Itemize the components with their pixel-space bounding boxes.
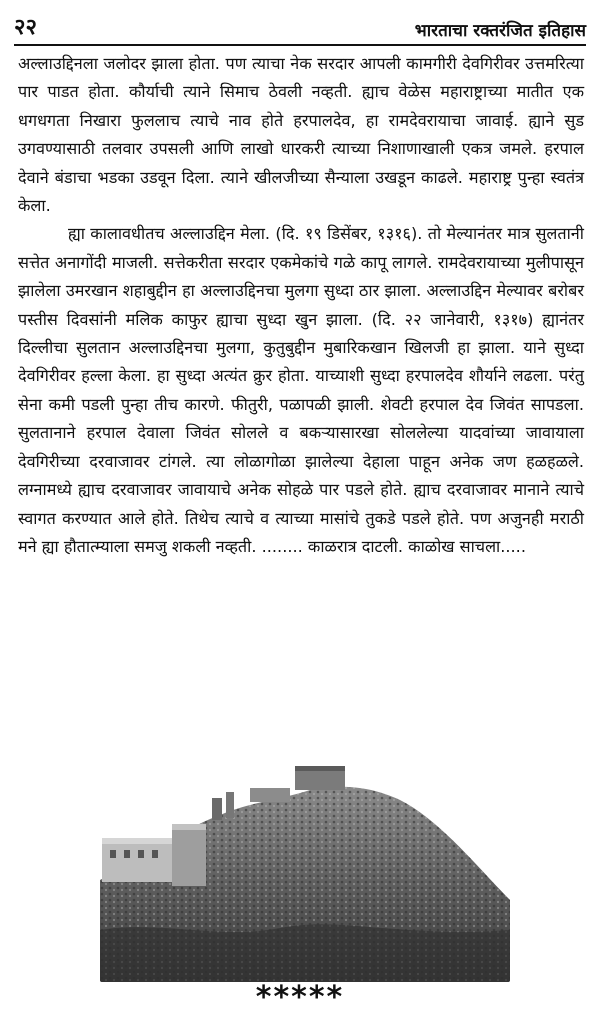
running-title: भारताचा रक्तरंजित इतिहास [414, 21, 586, 41]
paragraph-1: अल्लाउद्दिनला जलोदर झाला होता. पण त्याचा नेक सरदार आपली कामगीरी देवगिरीवर उत्तमरित्या पार पाडत होता. कौर्याची त्याने सिमाच ठेवली नव्हती. ह्याच वेळेस महाराष्ट्राच्या मातीत एक धगधगता निखारा फुललाच त्याचे नाव होते हरपालदेव, हा रामदेवरायाचा जावाई. ह्याने सुड उगवण्यासाठी तलवार उपसली आणि लाखो धारकरी त्याच्या निशाणाखाली एकत्र जमले. हरपाल देवाने बंडाचा भडका उडवून दिला. त्याने खीलजीच्या सैन्याला उखडून काढले. महाराष्ट्र पुन्हा स्वतंत्र केला. [18, 54, 584, 216]
fort-photograph [100, 760, 510, 982]
paragraph-2: ह्या कालावधीतच अल्लाउद्दिन मेला. (दि. १९ डिसेंबर, १३१६). तो मेल्यानंतर मात्र सुलतानी सत्तेत अनागोंदी माजली. सत्तेकरीता सरदार एकमेकांचे गळे कापू लागले. रामदेवरायाच्या मुलीपासून झालेला उमरखान शहाबुद्दीन हा अल्लाउद्दिनचा मुलगा सुध्दा ठार झाला. अल्लाउद्दिन मेल्यावर बरोबर पस्तीस दिवसांनी मलिक काफुर ह्याचा सुध्दा खुन झाला. (दि. २२ जानेवारी, १३१७) ह्यानंतर दिल्लीचा सुलतान अल्लाउद्दिनचा मुलगा, कुतुबुद्दीन मुबारिकखान खिलजी हा झाला. याने सुध्दा देवगिरीवर हल्ला केला. हा सुध्दा अत्यंत क्रुर होता. याच्याशी सुध्दा हरपालदेव शौर्याने लढला. परंतु सेना कमी पडली पुन्हा तीच कारणे. फीतुरी, पळापळी झाली. शेवटी हरपाल देव जिवंत सापडला. सुलतानाने हरपाल देवाला जिवंत सोलले व बकऱ्यासारखा सोललेल्या यादवांच्या जावायाला देवगिरीच्या दरवाजावर टांगले. त्या लोळागोळा झालेल्या देहाला पाहून अनेक जण हळहळले. लग्नामध्ये ह्याच दरवाजावर जावायाचे अनेक सोहळे पार पडले होते. ह्याच दरवाजावर मानाने त्याचे स्वागत करण्यात आले होते. तिथेच त्याचे व त्याच्या मासांचे तुकडे पडले होते. पण अजुनही मराठी मने ह्या हौतात्म्याला समजु शकली नव्हती. ........ काळरात्र दाटली. काळोख साचला..... [18, 224, 584, 556]
page-number: २२ [14, 15, 37, 40]
page-header [14, 6, 586, 46]
section-end-ornament: ***** [255, 980, 345, 1015]
fort-hill-image [100, 760, 510, 982]
body-text [18, 50, 584, 561]
